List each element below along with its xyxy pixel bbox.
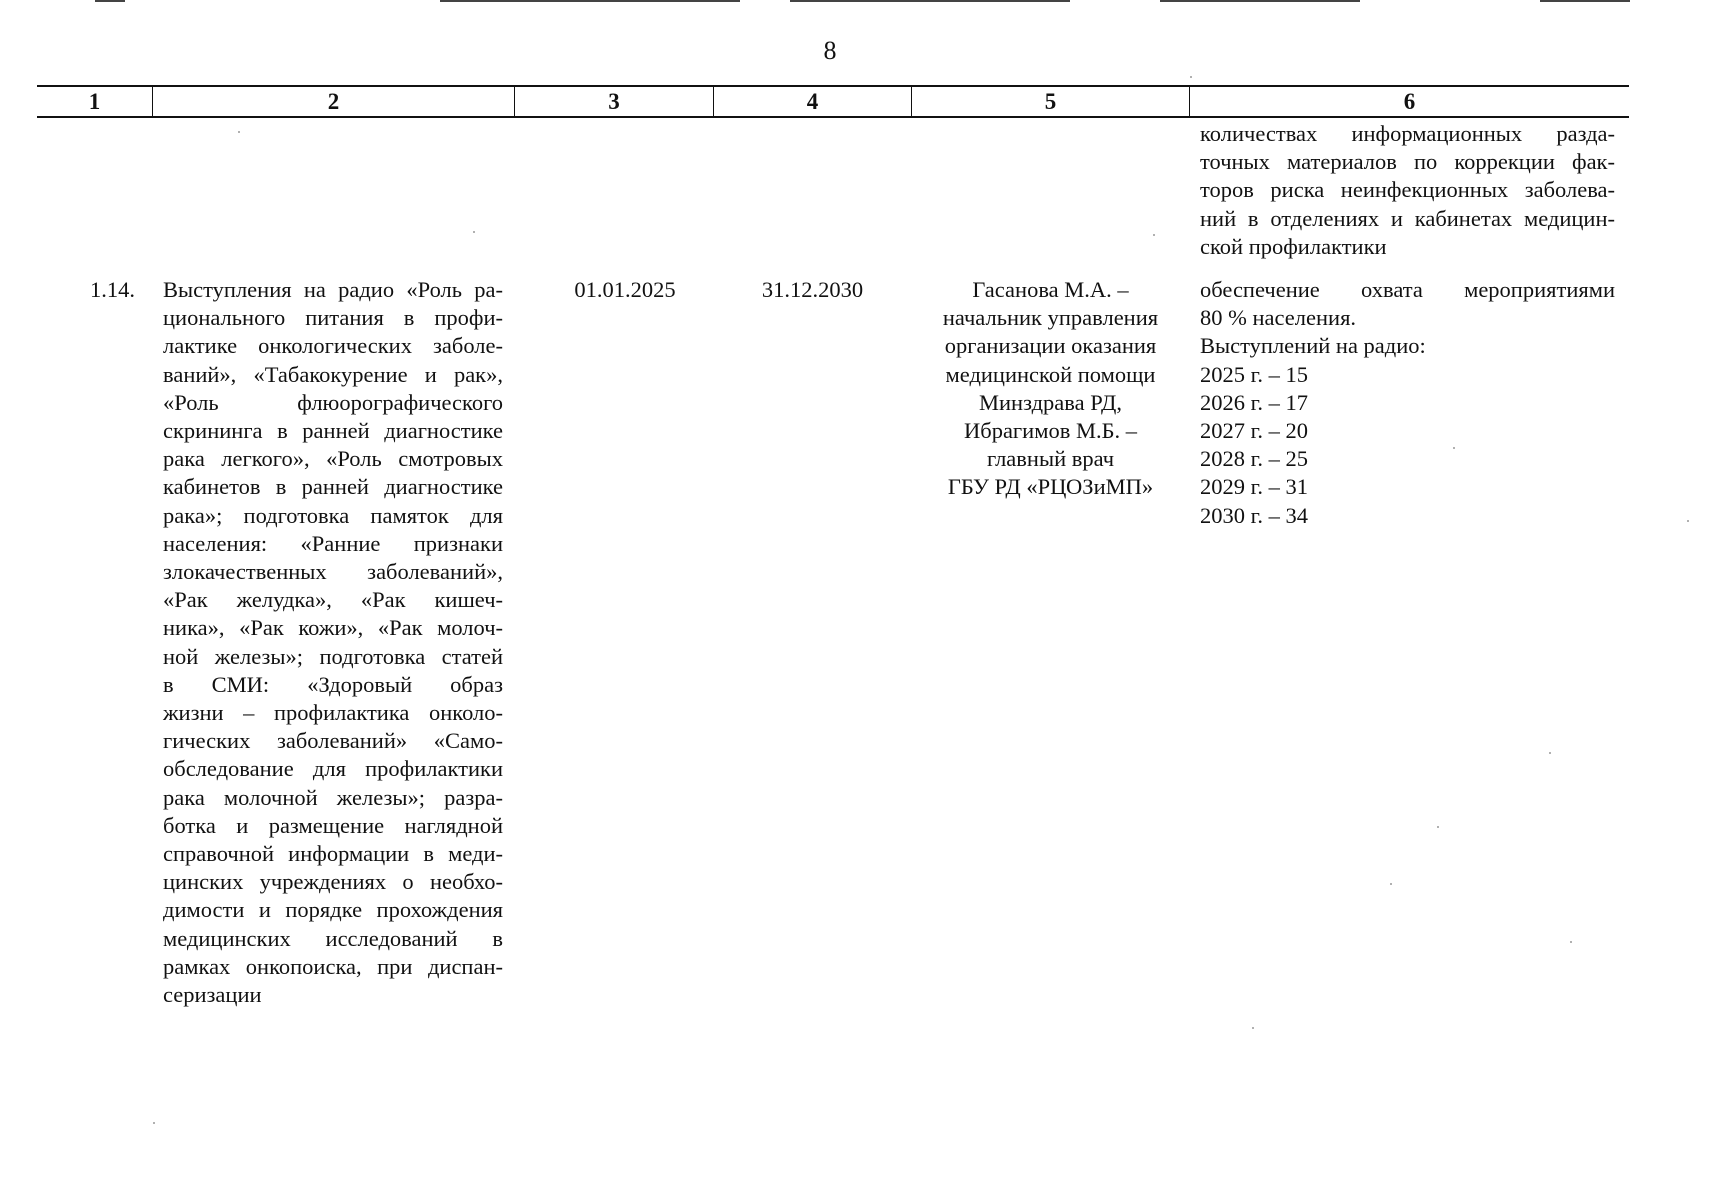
text-line: рака молочной железы»; разра- bbox=[163, 784, 503, 810]
scan-speck bbox=[1687, 520, 1689, 522]
text-line: Выступления на радио «Роль ра- bbox=[163, 277, 503, 302]
text-line: обследование для профилактики bbox=[163, 756, 503, 782]
text-line: 2027 г. – 20 bbox=[1200, 418, 1308, 444]
header-col-4: 4 bbox=[806, 89, 819, 114]
scan-edge bbox=[790, 0, 1070, 2]
text-line: обеспечение охвата мероприятиями bbox=[1200, 277, 1615, 302]
header-bottom-rule bbox=[37, 116, 1629, 118]
text-line: населения: «Ранние признаки bbox=[163, 530, 503, 556]
text-line: Ибрагимов М.Б. – bbox=[964, 418, 1137, 444]
expected-results bbox=[1200, 276, 1615, 530]
text-line: ника», «Рак кожи», «Рак молоч- bbox=[163, 615, 503, 641]
scan-speck bbox=[1190, 76, 1192, 78]
text-line: скрининга в ранней диагностике bbox=[163, 418, 503, 444]
start-date: 01.01.2025 bbox=[574, 277, 676, 302]
text-line: главный врач bbox=[986, 446, 1115, 472]
text-line: 2025 г. – 15 bbox=[1200, 361, 1308, 387]
text-line: «Роль флюорографического bbox=[163, 389, 503, 415]
header-col-1: 1 bbox=[88, 89, 101, 114]
scan-speck bbox=[238, 131, 240, 133]
header-col-6: 6 bbox=[1403, 89, 1416, 114]
text-line: в СМИ: «Здоровый образ bbox=[163, 671, 503, 697]
text-line: организации оказания bbox=[944, 333, 1157, 359]
text-line: торов риска неинфекционных заболева- bbox=[1200, 177, 1615, 203]
text-line: ГБУ РД «РЦОЗиМП» bbox=[947, 474, 1154, 500]
scan-speck bbox=[1390, 883, 1392, 885]
text-line: злокачественных заболеваний», bbox=[163, 559, 503, 585]
text-line: рака»; подготовка памяток для bbox=[163, 502, 503, 528]
text-line: 2028 г. – 25 bbox=[1200, 446, 1308, 472]
text-line: 80 % населения. bbox=[1200, 305, 1357, 331]
scan-speck bbox=[1252, 1027, 1254, 1029]
header-col-5: 5 bbox=[1044, 89, 1057, 114]
scan-speck bbox=[1549, 752, 1551, 754]
end-date: 31.12.2030 bbox=[761, 277, 864, 302]
text-line: Выступлений на радио: bbox=[1200, 333, 1426, 359]
row-number: 1.14. bbox=[90, 277, 135, 302]
text-line: начальник управления bbox=[942, 305, 1159, 331]
text-line: 2029 г. – 31 bbox=[1200, 474, 1308, 500]
text-line: справочной информации в меди- bbox=[163, 841, 503, 867]
text-line: лактике онкологических заболе- bbox=[163, 333, 503, 359]
text-line: медицинской помощи bbox=[945, 361, 1156, 387]
text-line: ботка и размещение наглядной bbox=[163, 812, 503, 838]
text-line: ской профилактики bbox=[1200, 233, 1387, 259]
scan-speck bbox=[153, 1122, 155, 1124]
text-line: количествах информационных разда- bbox=[1200, 121, 1615, 146]
text-line: «Рак желудка», «Рак кишеч- bbox=[163, 587, 503, 613]
scan-edge bbox=[1540, 0, 1630, 2]
header-col-2: 2 bbox=[327, 89, 340, 114]
continuation-result-text bbox=[1200, 120, 1615, 261]
text-line: рамках онкопоиска, при диспан- bbox=[163, 953, 503, 979]
text-line: Минздрава РД, bbox=[979, 389, 1122, 415]
text-line: точных материалов по коррекции фак- bbox=[1200, 149, 1615, 175]
text-line: цинских учреждениях о необхо- bbox=[163, 869, 503, 895]
text-line: ваний», «Табакокурение и рак», bbox=[163, 361, 503, 387]
page-number: 8 bbox=[823, 36, 837, 65]
text-line: жизни – профилактика онколо- bbox=[163, 700, 503, 726]
text-line: медицинских исследований в bbox=[163, 925, 503, 951]
scan-speck bbox=[1453, 447, 1455, 449]
scan-speck bbox=[1437, 826, 1439, 828]
header-top-rule bbox=[37, 85, 1629, 87]
text-line: Гасанова М.А. – bbox=[972, 277, 1129, 302]
text-line: рака легкого», «Роль смотровых bbox=[163, 446, 503, 472]
scan-edge bbox=[1160, 0, 1360, 2]
scan-edge bbox=[440, 0, 740, 2]
text-line: ний в отделениях и кабинетах медицин- bbox=[1200, 205, 1615, 231]
scan-speck bbox=[1153, 234, 1155, 236]
scan-speck bbox=[473, 231, 475, 233]
scan-speck bbox=[1570, 941, 1572, 943]
scan-edge bbox=[95, 0, 125, 2]
text-line: серизации bbox=[163, 982, 262, 1008]
text-line: ционального питания в профи- bbox=[163, 305, 503, 331]
text-line: ной железы»; подготовка статей bbox=[163, 643, 503, 669]
text-line: 2030 г. – 34 bbox=[1200, 502, 1308, 528]
responsible-persons bbox=[912, 276, 1189, 502]
text-line: 2026 г. – 17 bbox=[1200, 389, 1308, 415]
text-line: гических заболеваний» «Само- bbox=[163, 728, 503, 754]
text-line: кабинетов в ранней диагностике bbox=[163, 474, 503, 500]
text-line: димости и порядке прохождения bbox=[163, 897, 503, 923]
header-col-3: 3 bbox=[608, 89, 620, 114]
row-description bbox=[163, 276, 503, 1009]
